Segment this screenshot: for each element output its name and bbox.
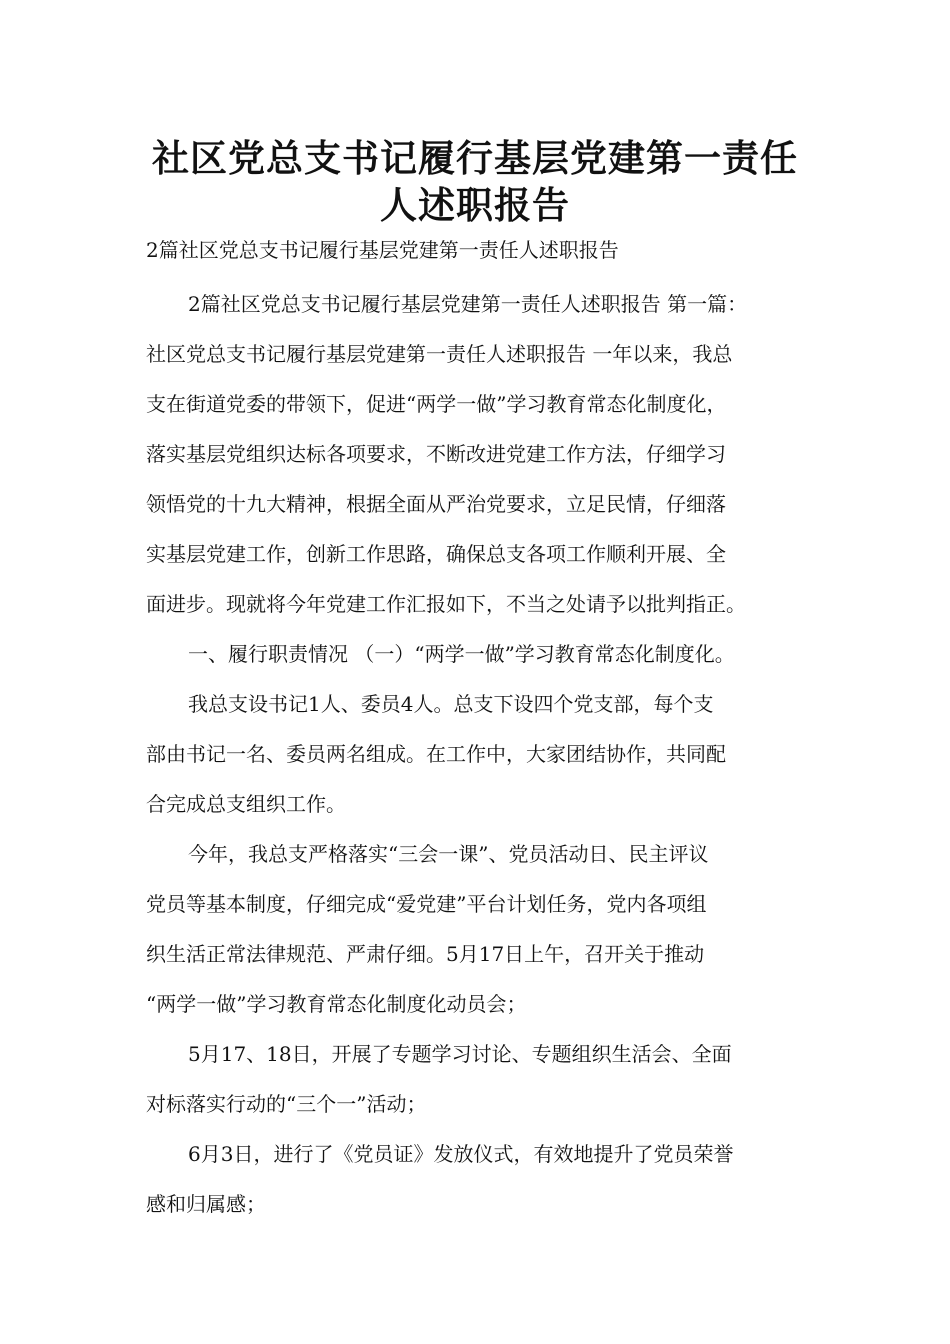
paragraph-line: 今年，我总支严格落实“三会一课”、党员活动日、民主评议	[188, 842, 709, 866]
document-title-line-2: 人述职报告	[380, 184, 570, 227]
paragraph-line: 织生活正常法律规范、严肃仔细。5月17日上午，召开关于推动	[146, 942, 705, 966]
paragraph-line: 党员等基本制度，仔细完成“爱党建”平台计划任务，党内各项组	[146, 892, 707, 916]
section-heading: 一、履行职责情况 （一）“两学一做”学习教育常态化制度化。	[188, 642, 735, 666]
document-subtitle: 2篇社区党总支书记履行基层党建第一责任人述职报告	[146, 238, 619, 262]
paragraph-line: 6月3日，进行了《党员证》发放仪式，有效地提升了党员荣誉	[188, 1142, 734, 1166]
paragraph-line: 支在街道党委的带领下，促进“两学一做”学习教育常态化制度化，	[146, 392, 727, 416]
paragraph-line: “两学一做”学习教育常态化制度化动员会；	[146, 992, 527, 1016]
paragraph-line: 感和归属感；	[146, 1192, 266, 1216]
paragraph-line: 2篇社区党总支书记履行基层党建第一责任人述职报告 第一篇：	[188, 292, 748, 316]
paragraph-line: 实基层党建工作，创新工作思路，确保总支各项工作顺利开展、全	[146, 542, 726, 566]
paragraph-line: 领悟党的十九大精神，根据全面从严治党要求，立足民情，仔细落	[146, 492, 726, 516]
paragraph-line: 落实基层党组织达标各项要求，不断改进党建工作方法，仔细学习	[146, 442, 726, 466]
paragraph-line: 合完成总支组织工作。	[146, 792, 346, 816]
paragraph-line: 我总支设书记1人、委员4人。总支下设四个党支部，每个支	[188, 692, 714, 716]
paragraph-line: 面进步。现就将今年党建工作汇报如下，不当之处请予以批判指正。	[146, 592, 746, 616]
document-title-line-1: 社区党总支书记履行基层党建第一责任	[152, 137, 798, 180]
paragraph-line: 社区党总支书记履行基层党建第一责任人述职报告 一年以来，我总	[146, 342, 733, 366]
paragraph-line: 部由书记一名、委员两名组成。在工作中，大家团结协作，共同配	[146, 742, 726, 766]
paragraph-line: 5月17、18日，开展了专题学习讨论、专题组织生活会、全面	[188, 1042, 732, 1066]
paragraph-line: 对标落实行动的“三个一”活动；	[146, 1092, 427, 1116]
